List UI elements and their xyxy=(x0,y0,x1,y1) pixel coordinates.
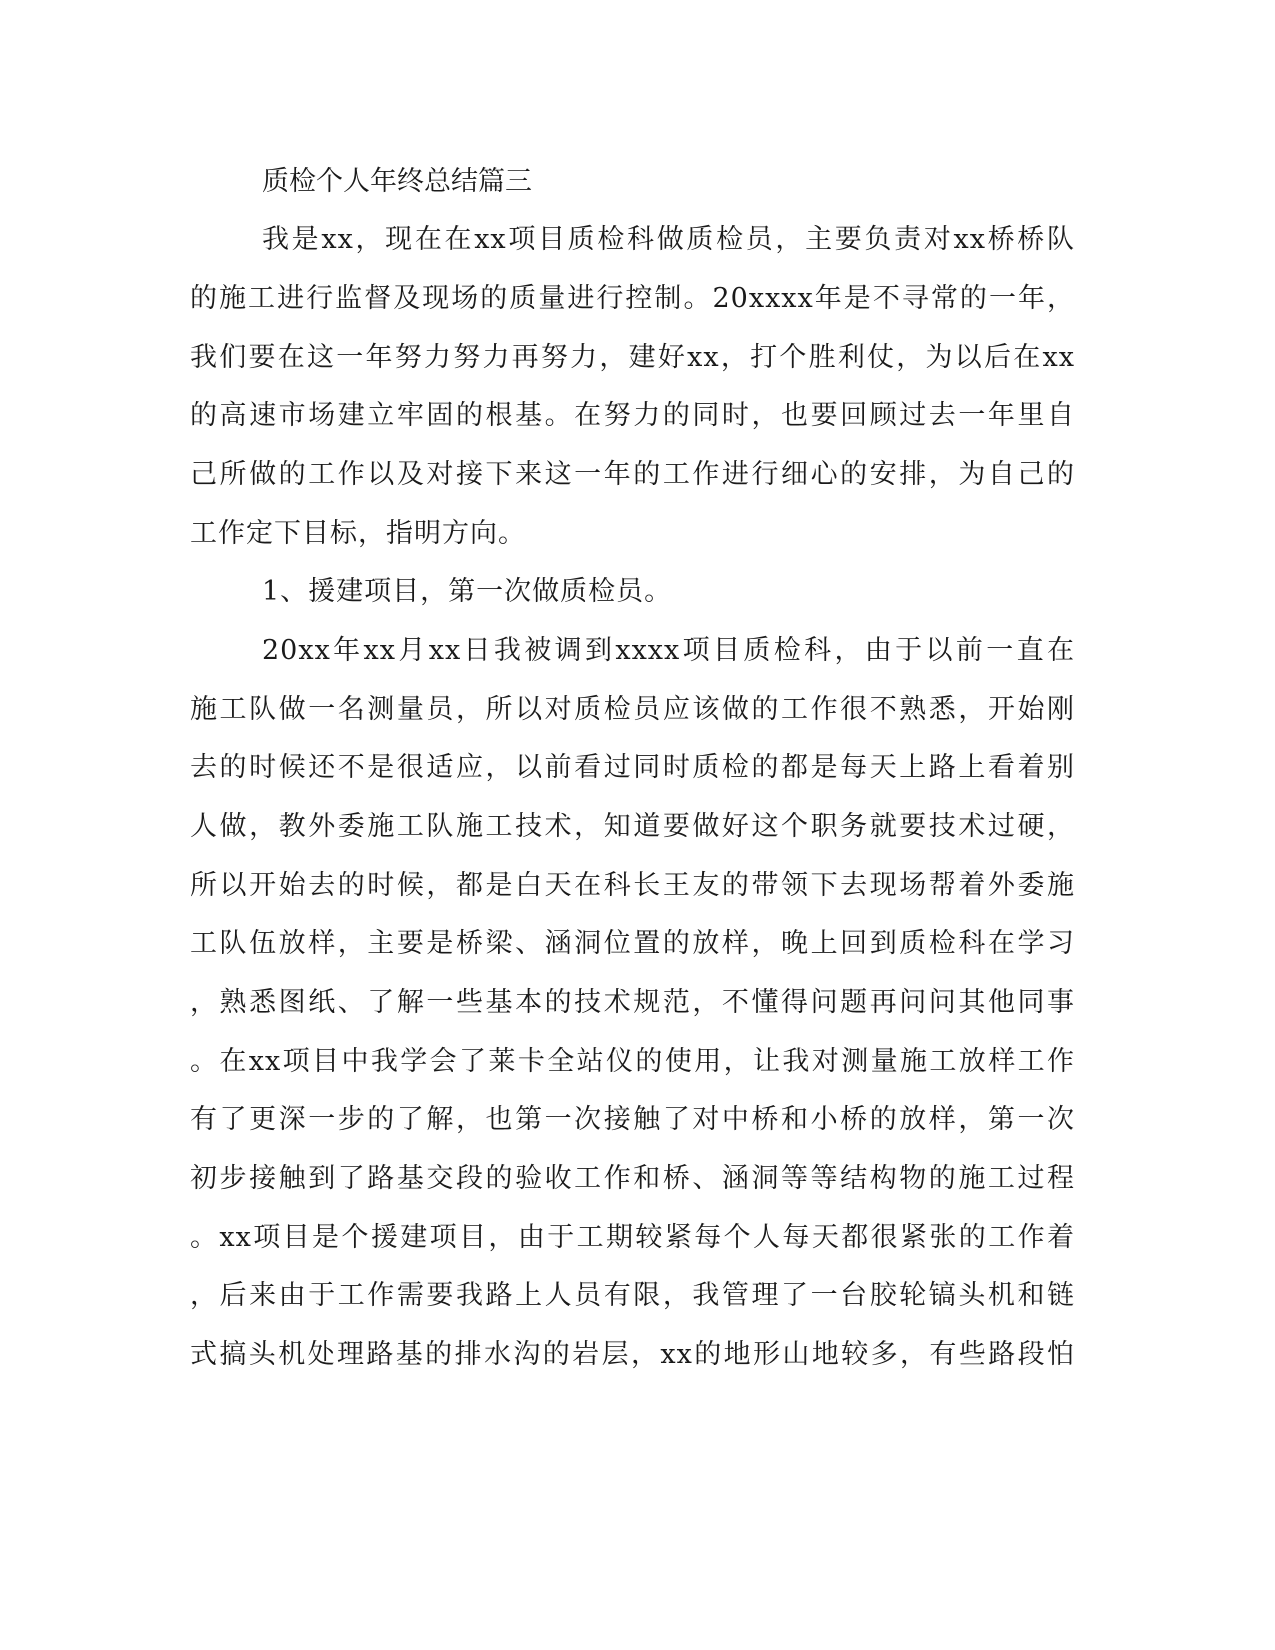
paragraph-line: 人做，教外委施工队施工技术，知道要做好这个职务就要技术过硬， xyxy=(190,811,1075,842)
paragraph-line: 。在xx项目中我学会了莱卡全站仪的使用，让我对测量施工放样工作 xyxy=(190,1046,1075,1077)
paragraph-line: 的高速市场建立牢固的根基。在努力的同时，也要回顾过去一年里自 xyxy=(190,400,1075,431)
paragraph-line: 式搞头机处理路基的排水沟的岩层，xx的地形山地较多，有些路段怕 xyxy=(190,1339,1075,1370)
paragraph-line: 有了更深一步的了解，也第一次接触了对中桥和小桥的放样，第一次 xyxy=(190,1104,1075,1135)
paragraph-line: 20xx年xx月xx日我被调到xxxx项目质检科，由于以前一直在 xyxy=(262,635,1075,666)
document-title: 质检个人年终总结篇三 xyxy=(262,166,532,197)
paragraph-line: ，后来由于工作需要我路上人员有限，我管理了一台胶轮镐头机和链 xyxy=(190,1280,1075,1311)
paragraph-line: ，熟悉图纸、了解一些基本的技术规范，不懂得问题再问问其他同事 xyxy=(190,987,1075,1018)
paragraph-line: 我们要在这一年努力努力再努力，建好xx，打个胜利仗，为以后在xx xyxy=(190,342,1075,373)
paragraph-line: 工作定下目标，指明方向。 xyxy=(190,518,526,549)
paragraph-line: 。xx项目是个援建项目，由于工期较紧每个人每天都很紧张的工作着 xyxy=(190,1222,1075,1253)
paragraph-line: 工队伍放样，主要是桥梁、涵洞位置的放样，晚上回到质检科在学习 xyxy=(190,928,1075,959)
paragraph-line: 去的时候还不是很适应，以前看过同时质检的都是每天上路上看着别 xyxy=(190,752,1075,783)
paragraph-line: 的施工进行监督及现场的质量进行控制。20xxxx年是不寻常的一年， xyxy=(190,283,1075,314)
paragraph-line: 初步接触到了路基交段的验收工作和桥、涵洞等等结构物的施工过程 xyxy=(190,1163,1075,1194)
paragraph-line: 我是xx，现在在xx项目质检科做质检员，主要负责对xx桥桥队 xyxy=(262,224,1075,255)
section-heading: 1、援建项目，第一次做质检员。 xyxy=(262,576,673,607)
paragraph-line: 所以开始去的时候，都是白天在科长王友的带领下去现场帮着外委施 xyxy=(190,870,1075,901)
paragraph-line: 己所做的工作以及对接下来这一年的工作进行细心的安排，为自己的 xyxy=(190,459,1075,490)
paragraph-line: 施工队做一名测量员，所以对质检员应该做的工作很不熟悉，开始刚 xyxy=(190,694,1075,725)
